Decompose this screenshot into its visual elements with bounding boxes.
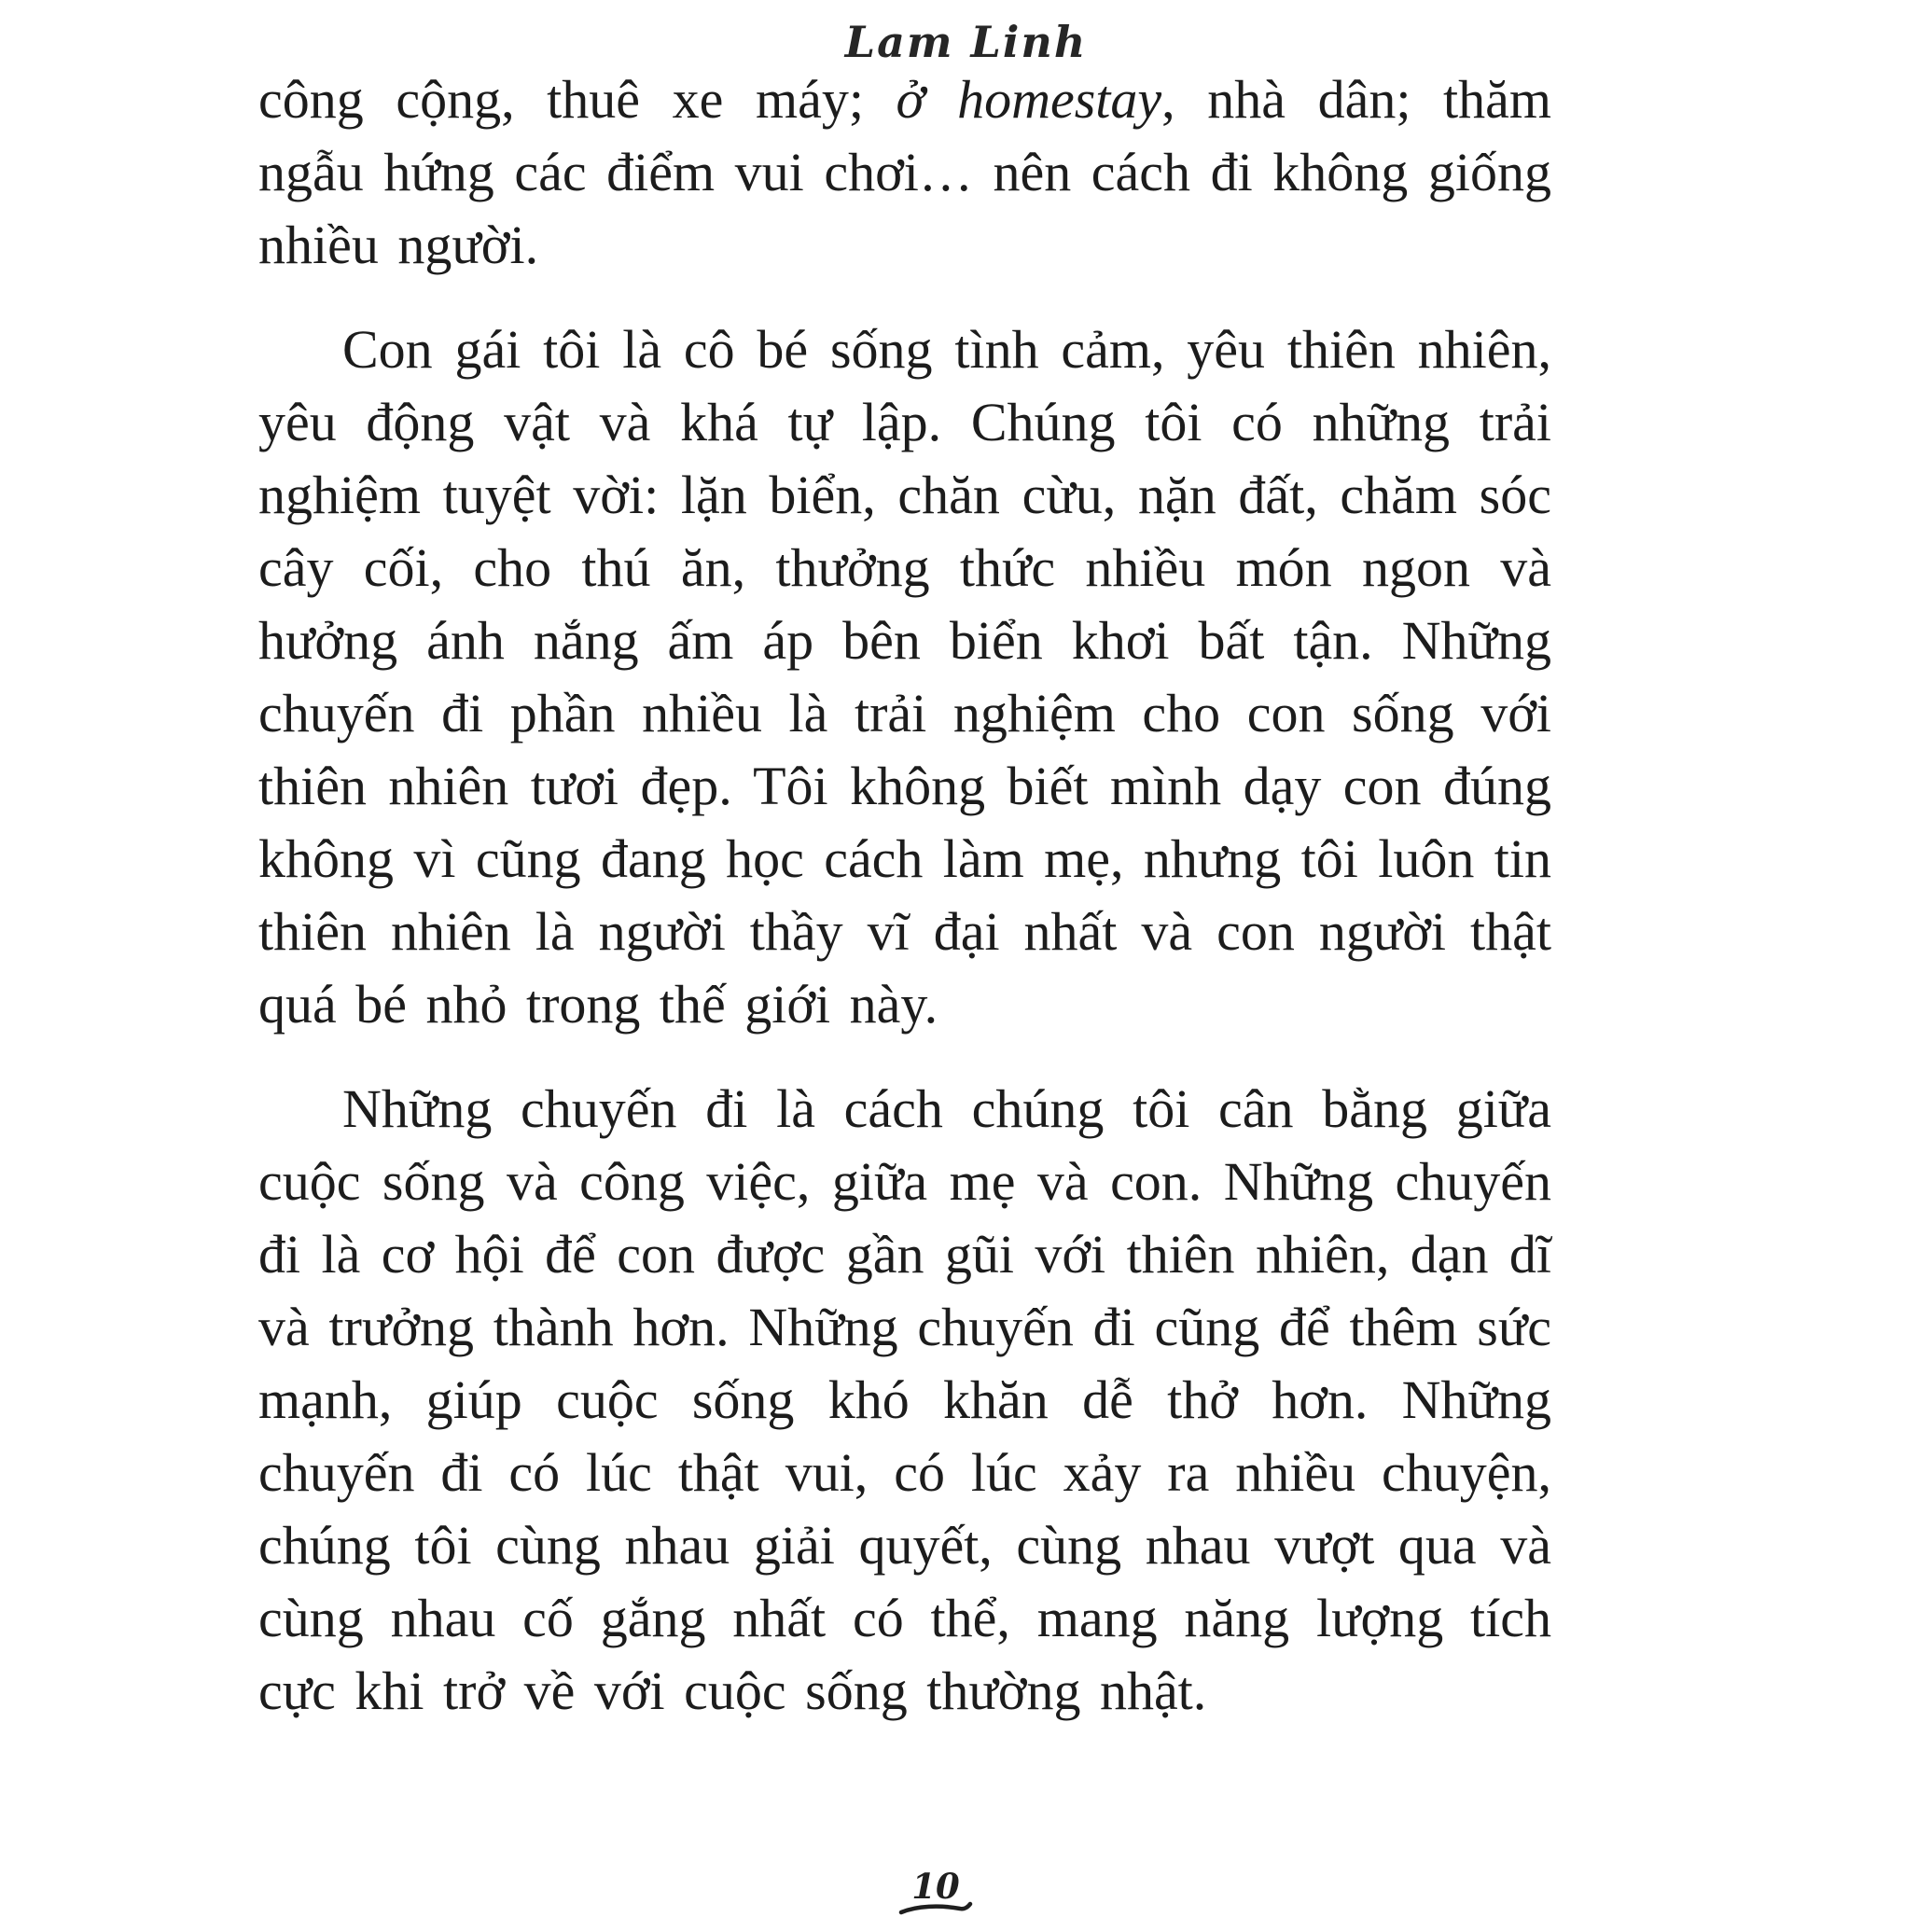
page-number: 10 [911, 1866, 960, 1907]
paragraph [258, 313, 1551, 1041]
paragraph [258, 63, 1551, 282]
page-number-block [896, 1868, 976, 1916]
text-run: công cộng, thuê xe máy; [258, 69, 897, 130]
text-run: , nhà dân; thăm ngẫu hứng các điểm vui chơi… nên cách đi không giống nhiều người. [258, 69, 1551, 275]
running-header: Lam Linh [844, 17, 1088, 67]
text-run: Con gái tôi là cô bé sống tình cảm, yêu thiên nhiên, yêu động vật và khá tự lập. Chúng tôi có những trải nghiệm tuyệt vời: lặn biển, chăn cừu, nặn đất, chăm sóc cây cối, cho thú ăn, thưởng thức nhiều món ngon và hưởng ánh nắng ấm áp bên biển khơi bất tận. Những chuyến đi phần nhiều là trải nghiệm cho con sống với thiên nhiên tươi đẹp. Tôi không biết mình dạy con đúng không vì cũng đang học cách làm mẹ, nhưng tôi luôn tin thiên nhiên là người thầy vĩ đại nhất và con người thật quá bé nhỏ trong thế giới này. [258, 319, 1551, 1035]
text-run: Những chuyến đi là cách chúng tôi cân bằng giữa cuộc sống và công việc, giữa mẹ và con. Những chuyến đi là cơ hội để con được gần gũi với thiên nhiên, dạn dĩ và trưởng thành hơn. Những chuyến đi cũng để thêm sức mạnh, giúp cuộc sống khó khăn dễ thở hơn. Những chuyến đi có lúc thật vui, có lúc xảy ra nhiều chuyện, chúng tôi cùng nhau giải quyết, cùng nhau vượt qua và cùng nhau cố gắng nhất có thể, mang năng lượng tích cực khi trở về với cuộc sống thường nhật. [258, 1078, 1551, 1721]
paragraph [258, 1073, 1551, 1728]
italic-text-run: ở homestay [896, 69, 1162, 130]
body-text [258, 63, 1551, 1728]
